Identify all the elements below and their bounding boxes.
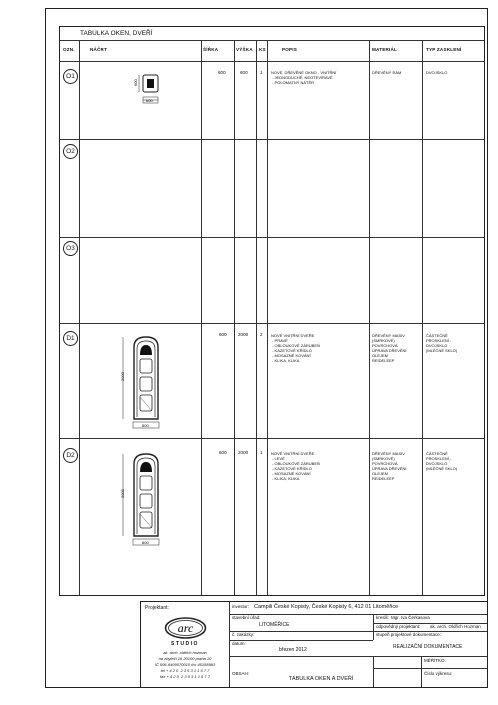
o1-dim-height: 600 [133,79,138,86]
d2-dim-height: 2000 [120,489,125,498]
d1-height: 2000 [238,332,249,337]
d2-desc: NOVÉ VNITŘNÍ DVEŘE - LEVÉ - OBLOUKOVÉ ZÁRUBEŇ - KAZETOVÉ KŘÍDLO - MOSAZNÉ KOVÁNÍ - KLIKA, KLIKA [271,451,320,481]
d1-material: DŘEVĚNÝ MASIV (SMRKOVÉ) POVRCHOVÁ ÚPRAVA DŘEVĚNÍ OLEJEM REIDELEEP [372,333,407,363]
zakazka-label: č. zakázky: [232,632,255,637]
kreslil-label: kreslil: [376,615,389,620]
logo-text: arc [177,621,194,635]
door-d2-sketch [115,450,170,550]
o1-material: DŘEVĚNÝ RÁM [372,70,402,75]
stupen-label: stupeň projektové dokumentace: [376,632,442,637]
col-header-popis: POPIS [282,47,298,52]
d2-dim-width: 600 [142,540,149,545]
stupen-value: REALIZAČNÍ DOKUMENTACE [393,644,463,650]
d1-desc: NOVÉ VNITŘNÍ DVEŘE - PRAVÉ - OBLOUKOVÉ ZÁRUBEŇ - KAZETOVÉ KŘÍDLO - MOSAZNÉ KOVÁNÍ - KLIKA, KLIKA [271,333,320,363]
arc-studio-logo [163,616,208,640]
stavebni-urad-value: LITOMĚŘICE [259,622,290,628]
o1-dim-width: 600 [146,98,153,103]
d1-dim-width: 600 [142,423,149,428]
d2-glazing: ČÁSTEČNĚ PROSKLENÍ - DVOJSKLO (MLÉČNÉ SKLO) [426,451,458,471]
door-d1-sketch [115,333,170,433]
datum-label: datum: [232,641,246,646]
col-header-nacrt: NÁČRT [90,47,108,52]
row-id-o2: O2 [63,144,78,159]
kreslil-value: Mgr. Iva Čerkasova [391,615,430,620]
investor-value: Campili České Kopisty, České Kopisty 6, 412 01 Litoměřice [254,604,399,610]
projektant-address: ak. arch. oldřich hozman na zbyteči 16 20100 praha 10 IČ 006-6409070010 ičo 45188993 tel + 4 2 0 2 3 5 3 1 1 6 7 7 fax + 4 2 0 2 3 5 3 1 1 6 7 7 [154,650,216,679]
logo-studio: STUDIO [171,641,199,647]
obsah-value: TABULKA OKEN A DVEŘÍ [289,676,354,682]
col-header-material: MATERIÁL [372,47,397,52]
d1-dim-height: 2000 [120,372,125,381]
d1-width: 600 [219,332,227,337]
zakazka-value: _ [291,636,294,641]
stavebni-urad-label: stavební úřad: [232,615,261,620]
obsah-label: OBSAH: [232,671,250,676]
schedule-table [59,26,485,596]
o1-height: 600 [240,70,248,75]
d1-qty: 2 [260,332,263,337]
investor-label: investor: [232,604,250,609]
d2-width: 600 [219,450,227,455]
o1-qty: 1 [260,70,263,75]
col-header-typ-zaskleni: TYP ZASKLENÍ [426,47,462,52]
projektant-label: Projektant: [145,605,169,611]
col-header-ks: KS [259,47,266,52]
o1-width: 600 [218,70,226,75]
col-header-sirka: ŠÍŘKA [203,47,219,52]
window-o1-sketch [130,71,170,111]
cislo-vykresu-label: Číslo výkresu: [424,671,453,676]
odpovedny-label: odpovědný projektant: [376,624,421,629]
title-block [140,601,488,688]
col-header-vyska: VÝŠKA [236,47,253,52]
row-id-o1: O1 [63,69,78,84]
o1-glazing: DVOJSKLO [426,70,448,75]
d2-qty: 1 [260,450,263,455]
d2-height: 2000 [238,450,249,455]
row-id-o3: O3 [63,241,78,256]
odpovedny-value: ak. arch. Oldřich Hozman [430,624,481,629]
col-header-ozn: OZN. [63,47,75,52]
d2-material: DŘEVĚNÝ MASIV (SMRKOVÉ) POVRCHOVÁ ÚPRAVA DŘEVĚNÍ OLEJEM REIDELEEP [372,451,407,481]
datum-value: březen 2012 [279,647,307,653]
row-id-d1: D1 [63,331,78,346]
d1-glazing: ČÁSTEČNĚ PROSKLENÍ - DVOJSKLO (MLÉČNÉ SKLO) [426,333,458,353]
table-title: TABULKA OKEN, DVEŘÍ [80,30,153,37]
row-id-d2: D2 [63,448,78,463]
o1-desc: NOVÉ, DŘEVĚNÉ OKNO - VNITŘNÍ - JEDNODUCHÉ, NEOTEVÍRAVÉ - POLOMATNÝ NÁTĚR [271,70,337,85]
meritko-label: MĚŘÍTKO: [424,658,446,663]
